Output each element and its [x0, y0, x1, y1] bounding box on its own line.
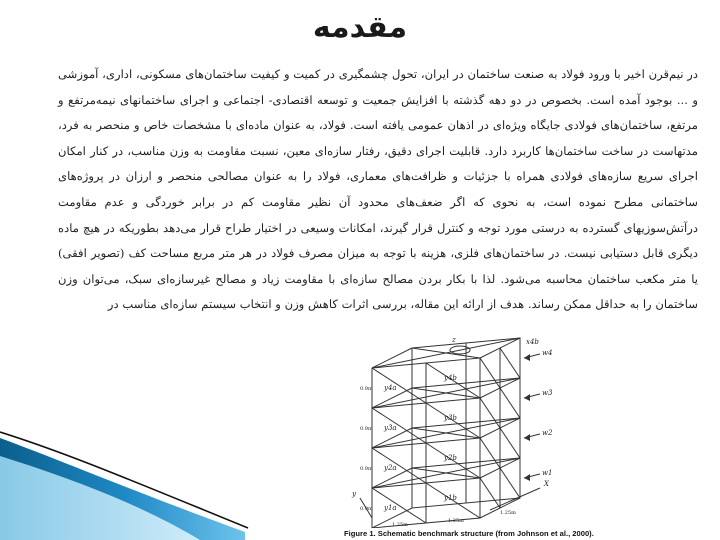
- benchmark-structure-figure: [340, 328, 580, 528]
- label-y3a: y3a: [384, 424, 397, 432]
- height-1: 0.9m: [360, 506, 373, 512]
- label-y2a: y2a: [384, 464, 397, 472]
- label-y3b: y3b: [444, 414, 457, 422]
- bay-3: 1.25m: [500, 510, 516, 516]
- label-x-axis: X: [544, 480, 549, 488]
- decorative-swoosh: [0, 420, 250, 540]
- label-y1b: y1b: [444, 494, 457, 502]
- bay-1: 1.25m: [392, 522, 408, 528]
- body-paragraph: در نیم‌قرن اخیر با ورود فولاد به صنعت ساختمان در ایران، تحول چشمگیری در کمیت و کیفیت ساختمان‌های مسکونی، اداری، آموزشی و ... بوجود آمده است. بخصوص در دو دهه گذشته با افزایش جمعیت و توسعه اقتصادی- اجتماعی و اجرای ساختمانهای نیمه‌مرتفع و مرتفع، ساختمان‌های فولادی جایگاه ویژه‌ای در اذهان عمومی یافته است. فولاد، به عنوان ماده‌ای با مشخصات خاص و منحصر به فرد، مدتهاست در ساخت ساختمان‌ها کاربرد دارد. قابلیت اجرای دقیق، رفتار سازه‌ای معین، نسبت مقاومت به وزن مناسب، در کنار امکان اجرای سریع سازه‌های فولادی همراه با جزئیات و ظرافت‌های معماری، فولاد را به عنوان مصالحی منحصر و ارزان در پروژه‌های ساختمانی مطرح نموده است، به نحوی که اگر ضعف‌های محدود آن نظیر مقاومت کم در برابر خوردگی و عدم مقاومت درآتش‌سوزیهای گسترده به درستی مورد توجه و کنترل قرار گیرند، امکانات وسیعی در اختیار طراح قرار می‌دهد بطوریکه در هیچ ماده دیگری قابل دستیابی نیست. در ساختمان‌های فلزی، هزینه با توجه به میزان مصرف فولاد در هر متر مربع مساحت کف (تصویر افقی) یا متر مکعب ساختمان محاسبه می‌شود. لذا با بکار بردن مصالح سازه‌ای با مقاومت زیاد و مصالح غیرسازه‌ای سبک، می‌توان وزن ساختمان را به حداقل ممکن رساند. هدف از ارائه این مقاله، بررسی اثرات کاهش وزن و انتخاب سیستم سازه‌ای مناسب در: [58, 67, 698, 312]
- label-w2: w2: [542, 429, 553, 437]
- height-4: 0.9m: [360, 386, 373, 392]
- label-y-axis: y: [352, 490, 356, 498]
- label-x4b: x4b: [526, 338, 539, 346]
- height-3: 0.9m: [360, 426, 373, 432]
- figure-caption: Figure 1. Schematic benchmark structure (from Johnson et al., 2000).: [344, 529, 594, 538]
- height-2: 0.9m: [360, 466, 373, 472]
- slide-title: مقدمه: [312, 10, 408, 45]
- bay-2: 1.25m: [448, 518, 464, 524]
- label-y4a: y4a: [384, 384, 397, 392]
- label-w4: w4: [542, 349, 553, 357]
- label-w3: w3: [542, 389, 553, 397]
- label-y2b: y2b: [444, 454, 457, 462]
- label-y1a: y1a: [384, 504, 397, 512]
- label-z: z: [452, 336, 456, 344]
- label-w1: w1: [542, 469, 553, 477]
- label-y4b: y4b: [444, 374, 457, 382]
